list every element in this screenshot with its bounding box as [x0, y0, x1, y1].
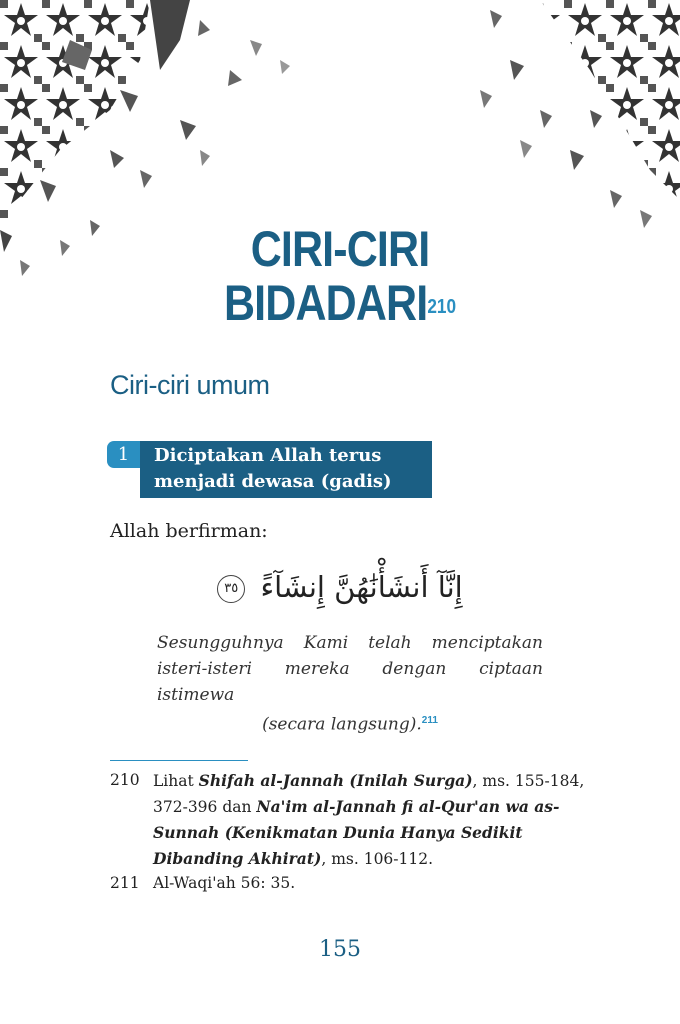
title-footnote-ref[interactable]: 210: [427, 296, 457, 318]
chapter-title-line1: CIRI-CIRI: [250, 221, 430, 277]
point-heading-line1: Diciptakan Allah terus: [154, 445, 382, 466]
chapter-title: [48, 222, 633, 330]
point-heading-box: [140, 441, 432, 498]
quran-verse: [0, 570, 680, 604]
verse-arabic-text: إِنَّآ أَنشَأْنَٰهُنَّ إِنشَآءً: [260, 570, 463, 604]
chapter-title-line2: BIDADARI: [223, 275, 428, 331]
footnote-text-part: , ms. 106-112.: [321, 850, 434, 868]
footnote-number: 211: [110, 874, 140, 892]
footnote-number: 210: [110, 771, 140, 789]
translation-line3: (secara langsung).: [262, 714, 422, 735]
footnote-text-part: Lihat: [153, 772, 199, 790]
section-subheading: Ciri-ciri umum: [110, 370, 270, 400]
page-number: 155: [319, 937, 361, 962]
point-heading-line2: menjadi dewasa (gadis): [154, 471, 392, 492]
translation-line3-wrap: [157, 708, 543, 738]
footnote-source-title: Na'im al-Jannah fi al-Qur'an wa as-Sunnah (Kenikmatan Dunia Hanya Sedikit Dibanding Akhirat): [153, 797, 560, 868]
geometric-ornament-top-right: [480, 0, 680, 230]
ayah-number-mark: ٣٥: [217, 575, 245, 603]
footnote-divider: [110, 760, 248, 761]
translation-line1: Sesungguhnya Kami telah menciptakan: [157, 633, 543, 653]
intro-text: Allah berfirman:: [110, 520, 268, 542]
translation-line2: isteri-isteri mereka dengan ciptaan istimewa: [157, 659, 543, 705]
footnote-text: [153, 768, 586, 872]
point-number-badge: 1: [107, 441, 140, 468]
footnote-211: [110, 871, 586, 896]
footnote-text-part: , ms. 155-184, 372-396 dan: [153, 772, 585, 816]
translation-footnote-ref[interactable]: 211: [421, 715, 438, 726]
footnote-210: [110, 768, 586, 872]
footnote-source-title: Shifah al-Jannah (Inilah Surga): [198, 771, 473, 790]
footnote-text: Al-Waqi'ah 56: 35.: [153, 874, 296, 892]
verse-translation: [157, 630, 543, 738]
